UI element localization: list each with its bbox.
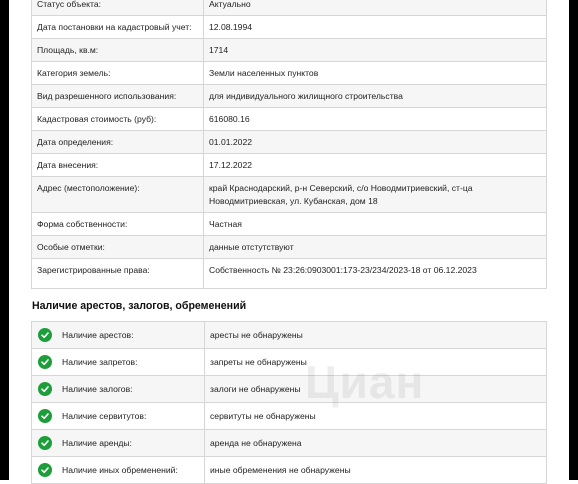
row-value: 17.12.2022	[204, 154, 547, 177]
row-label: Зарегистрированные права:	[32, 259, 204, 289]
table-row	[32, 177, 547, 213]
row-label-cell	[32, 322, 205, 349]
row-label-cell	[32, 457, 205, 484]
row-label: Площадь, кв.м:	[32, 39, 204, 62]
row-value: запреты не обнаружены	[205, 349, 547, 376]
table-row	[32, 376, 547, 403]
row-label: Дата постановки на кадастровый учет:	[32, 16, 204, 39]
table-row	[32, 457, 547, 484]
table-row	[32, 62, 547, 85]
check-circle-icon	[38, 382, 52, 396]
row-label: Статус объекта:	[32, 0, 204, 16]
table-row	[32, 16, 547, 39]
table-row	[32, 236, 547, 259]
check-circle-icon	[38, 463, 52, 477]
row-value: 616080.16	[204, 108, 547, 131]
left-edge-bar	[0, 0, 9, 480]
table-row	[32, 108, 547, 131]
table-row	[32, 154, 547, 177]
row-value: 01.01.2022	[204, 131, 547, 154]
row-value: Земли населенных пунктов	[204, 62, 547, 85]
row-value: 1714	[204, 39, 547, 62]
row-value: край Краснодарский, р-н Северский, с/о Новодмитриевский, ст-ца Новодмитриевская, ул. Кубанская, дом 18	[204, 177, 547, 213]
row-value: сервитуты не обнаружены	[205, 403, 547, 430]
table-row	[32, 213, 547, 236]
table-row	[32, 259, 547, 289]
row-label: Наличие арестов:	[62, 330, 134, 340]
check-circle-icon	[38, 355, 52, 369]
row-value: Собственность № 23:26:0903001:173-23/234/2023-18 от 06.12.2023	[204, 259, 547, 289]
check-circle-icon	[38, 328, 52, 342]
check-circle-icon	[38, 409, 52, 423]
row-value: 12.08.1994	[204, 16, 547, 39]
row-label: Дата внесения:	[32, 154, 204, 177]
table-row	[32, 403, 547, 430]
table-row	[32, 349, 547, 376]
row-label: Вид разрешенного использования:	[32, 85, 204, 108]
row-label: Форма собственности:	[32, 213, 204, 236]
row-label: Наличие аренды:	[62, 438, 132, 448]
row-value: иные обременения не обнаружены	[205, 457, 547, 484]
table-row	[32, 322, 547, 349]
row-label: Особые отметки:	[32, 236, 204, 259]
row-value: для индивидуального жилищного строительства	[204, 85, 547, 108]
row-label: Кадастровая стоимость (руб):	[32, 108, 204, 131]
row-value: залоги не обнаружены	[205, 376, 547, 403]
row-value: аресты не обнаружены	[205, 322, 547, 349]
row-label: Адрес (местоположение):	[32, 177, 204, 213]
table-row	[32, 0, 547, 16]
row-label-cell	[32, 376, 205, 403]
encumbrances-table	[31, 321, 547, 484]
row-value: аренда не обнаружена	[205, 430, 547, 457]
row-label: Наличие запретов:	[62, 357, 138, 367]
check-circle-icon	[38, 436, 52, 450]
row-label: Категория земель:	[32, 62, 204, 85]
table-row	[32, 131, 547, 154]
table-row	[32, 39, 547, 62]
property-info-table	[31, 0, 547, 289]
row-label-cell	[32, 403, 205, 430]
table-row	[32, 85, 547, 108]
row-label: Дата определения:	[32, 131, 204, 154]
row-value: данные отстутствуют	[204, 236, 547, 259]
row-value: Актуально	[204, 0, 547, 16]
right-edge-bar	[569, 0, 578, 480]
table-row	[32, 430, 547, 457]
row-label: Наличие залогов:	[62, 384, 133, 394]
row-value: Частная	[204, 213, 547, 236]
row-label-cell	[32, 430, 205, 457]
row-label-cell	[32, 349, 205, 376]
row-label: Наличие сервитутов:	[62, 411, 147, 421]
row-label: Наличие иных обременений:	[62, 465, 178, 475]
section-title: Наличие арестов, залогов, обременений	[32, 300, 247, 312]
